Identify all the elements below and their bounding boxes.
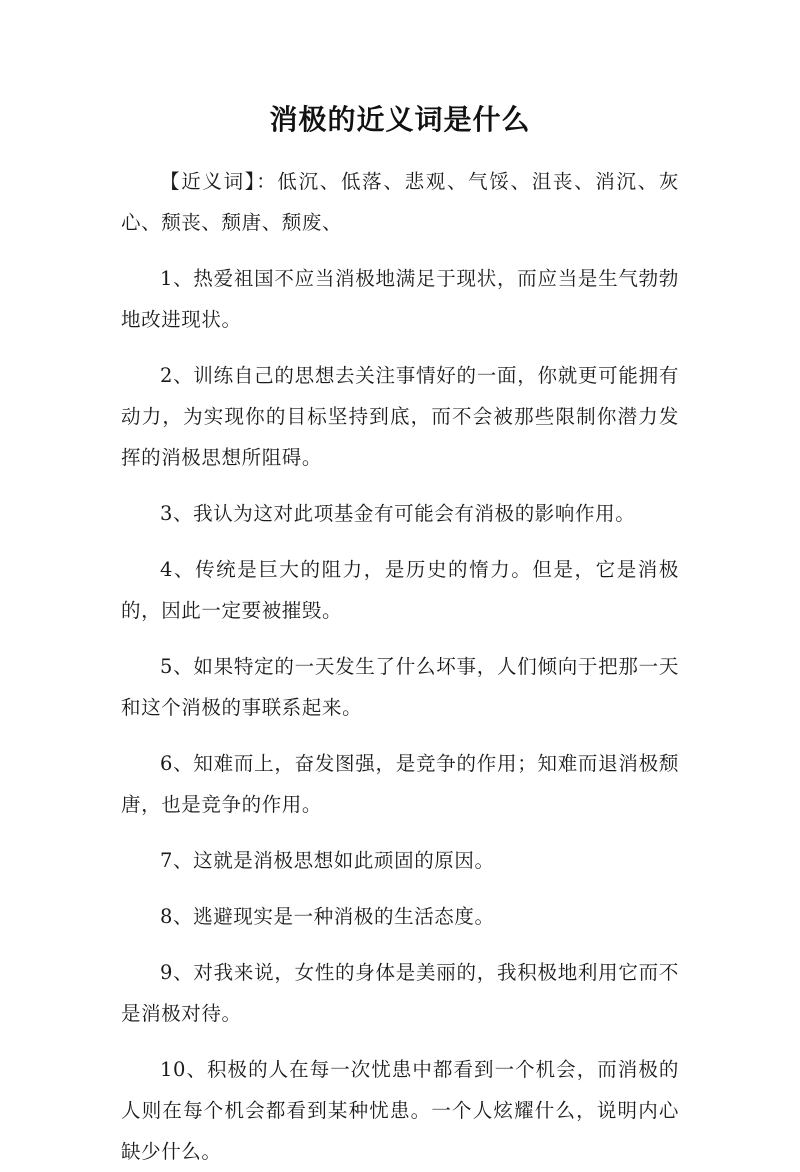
example-sentence-8: 8、逃避现实是一种消极的生活态度。 [160,905,495,928]
example-sentence-3: 3、我认为这对此项基金有可能会有消极的影响作用。 [160,502,636,525]
synonyms-paragraph: 【近义词】：低沉、低落、悲观、气馁、沮丧、消沉、灰心、颓丧、颓唐、颓废、 [121,170,679,234]
example-sentence-10: 10、积极的人在每一次忧患中都看到一个机会，而消极的人则在每个机会都看到某种忧患。一个人炫耀什么，说明内心缺少什么。 [121,1058,679,1163]
example-sentence-7: 7、这就是消极思想如此顽固的原因。 [160,849,495,872]
example-sentence-9: 9、对我来说，女性的身体是美丽的，我积极地利用它而不是消极对待。 [121,961,679,1025]
example-sentence-1: 1、热爱祖国不应当消极地满足于现状，而应当是生气勃勃地改进现状。 [121,267,679,331]
example-sentence-5: 5、如果特定的一天发生了什么坏事，人们倾向于把那一天和这个消极的事联系起来。 [121,655,679,719]
document-title: 消极的近义词是什么 [269,103,531,136]
example-sentence-2: 2、训练自己的思想去关注事情好的一面，你就更可能拥有动力，为实现你的目标坚持到底，而不会被那些限制你潜力发挥的消极思想所阻碍。 [121,364,679,469]
example-sentence-6: 6、知难而上，奋发图强，是竞争的作用；知难而退消极颓唐，也是竞争的作用。 [121,752,679,816]
example-sentence-4: 4、传统是巨大的阻力，是历史的惰力。但是，它是消极的，因此一定要被摧毁。 [121,558,679,622]
